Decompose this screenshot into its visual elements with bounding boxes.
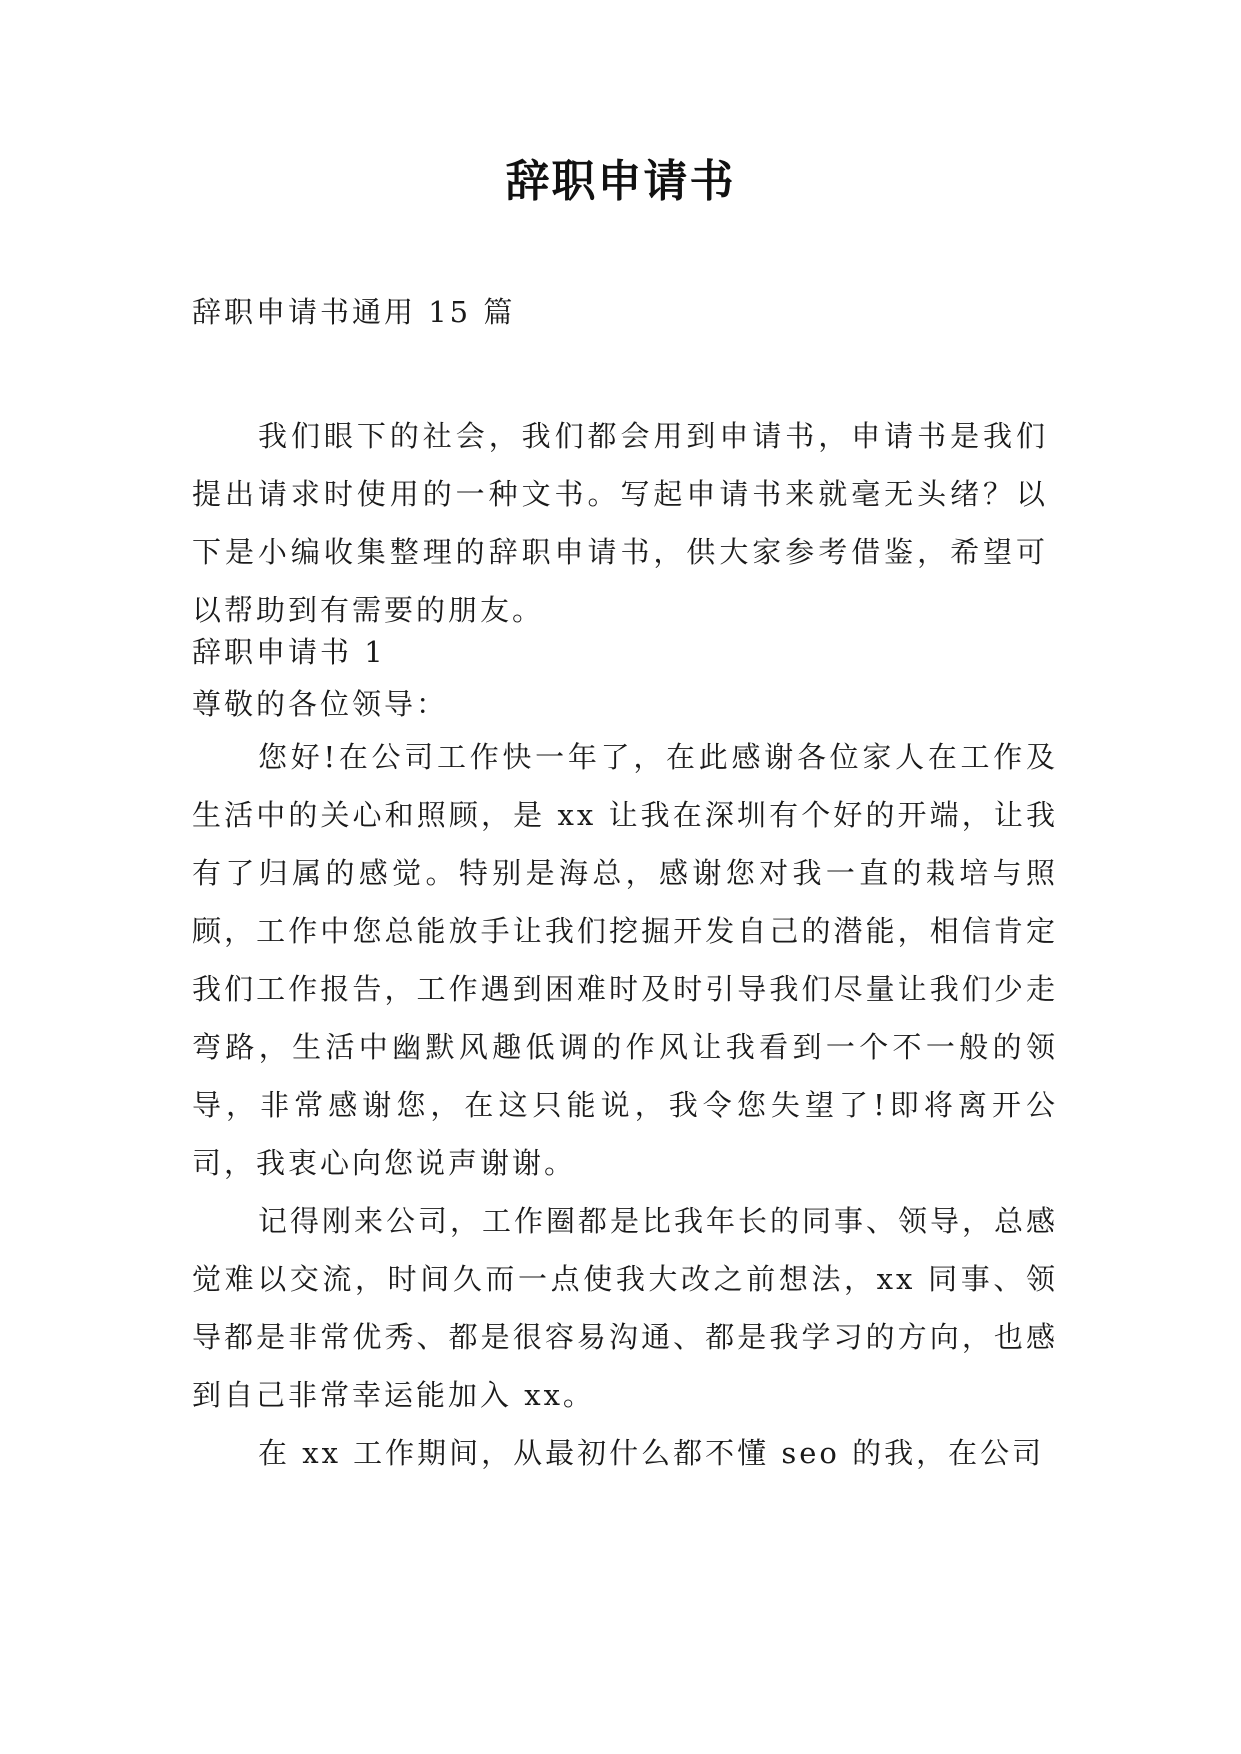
document-title: 辞职申请书 <box>505 156 736 207</box>
body-paragraph-2: 记得刚来公司，工作圈都是比我年长的同事、领导，总感觉难以交流，时间久而一点使我大改之前想法，xx 同事、领导都是非常优秀、都是很容易沟通、都是我学习的方向，也感到自己非常幸运能加入 xx。 <box>192 1204 1059 1412</box>
body-paragraph-1: 您好!在公司工作快一年了，在此感谢各位家人在工作及生活中的关心和照顾，是 xx 让我在深圳有个好的开端，让我有了归属的感觉。特别是海总，感谢您对我一直的栽培与照顾，工作中您总能放手让我们挖掘开发自己的潜能，相信肯定我们工作报告，工作遇到困难时及时引导我们尽量让我们少走弯路，生活中幽默风趣低调的作风让我看到一个不一般的领导，非常感谢您，在这只能说，我令您失望了!即将离开公司，我衷心向您说声谢谢。 <box>192 740 1058 1180</box>
salutation: 尊敬的各位领导： <box>192 687 449 721</box>
section-heading: 辞职申请书 1 <box>192 635 386 669</box>
document-subtitle: 辞职申请书通用 15 篇 <box>192 295 516 329</box>
body-paragraph-3: 在 xx 工作期间，从最初什么都不懂 seo 的我，在公司 <box>258 1436 1045 1470</box>
intro-paragraph: 我们眼下的社会，我们都会用到申请书，申请书是我们提出请求时使用的一种文书。写起申请书来就毫无头绪？以下是小编收集整理的辞职申请书，供大家参考借鉴，希望可以帮助到有需要的朋友。 <box>192 419 1048 627</box>
